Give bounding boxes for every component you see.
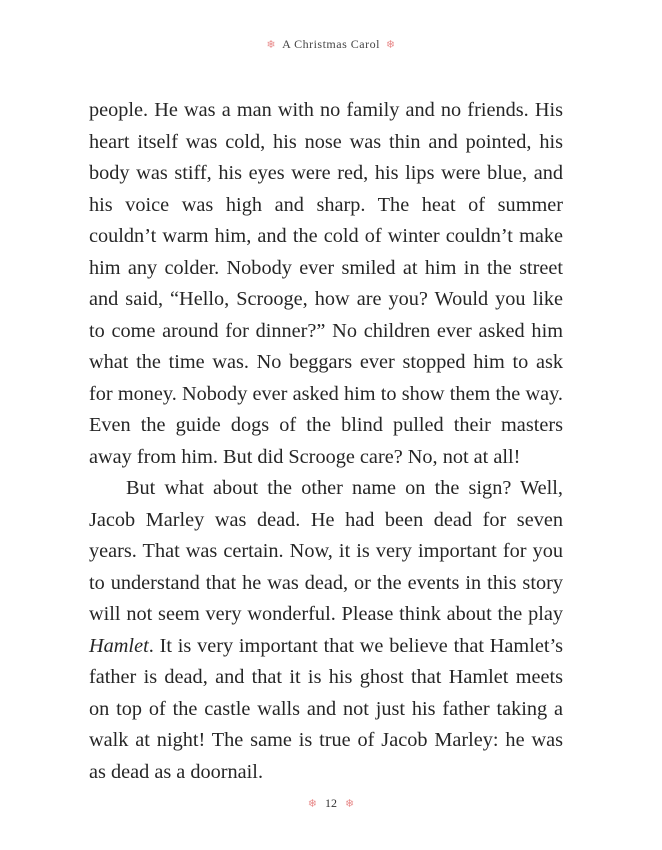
paragraph: people. He was a man with no family and no friends. His heart itself was cold, his nose was thin and pointed, his body was stiff, his eyes were red, his lips were blue, and his voice was high and sharp. The heat of summer couldn’t warm him, and the cold of winter couldn’t make him any colder. Nobody ever smiled at him in the street and said, “Hello, Scrooge, how are you? Would you like to come around for dinner?” No children ever asked him what the time was. No beggars ever stopped him to ask for money. Nobody ever asked him to show them the way. Even the guide dogs of the blind pulled their masters away from him. But did Scrooge care? No, not at all! — [89, 99, 563, 468]
snowflake-icon: ❄ — [266, 39, 277, 51]
paragraph-text: But what about the other name on the sign? Well, Jacob Marley was dead. He had been dead for seven years. That was certain. Now, it is very important for you to understand that he was dead, or the events in this story will not seem very wonderful. Please think about the play — [89, 477, 563, 625]
play-title: Hamlet — [89, 634, 149, 657]
snowflake-icon: ❄ — [345, 798, 355, 810]
paragraph-text: . It is very important that we believe that Hamlet’s father is dead, and that it is his ghost that Hamlet meets on top of the castle walls and not just his father taking a walk at night! The same is true of Jacob Marley: he was as dead as a doornail. — [89, 634, 563, 783]
snowflake-icon: ❄ — [385, 39, 396, 51]
page-number: 12 — [325, 796, 337, 810]
running-header — [0, 37, 662, 52]
snowflake-icon: ❄ — [307, 798, 317, 810]
book-title: A Christmas Carol — [282, 37, 380, 51]
page-footer — [0, 796, 662, 811]
paragraph — [89, 473, 563, 788]
body-text — [89, 95, 563, 788]
